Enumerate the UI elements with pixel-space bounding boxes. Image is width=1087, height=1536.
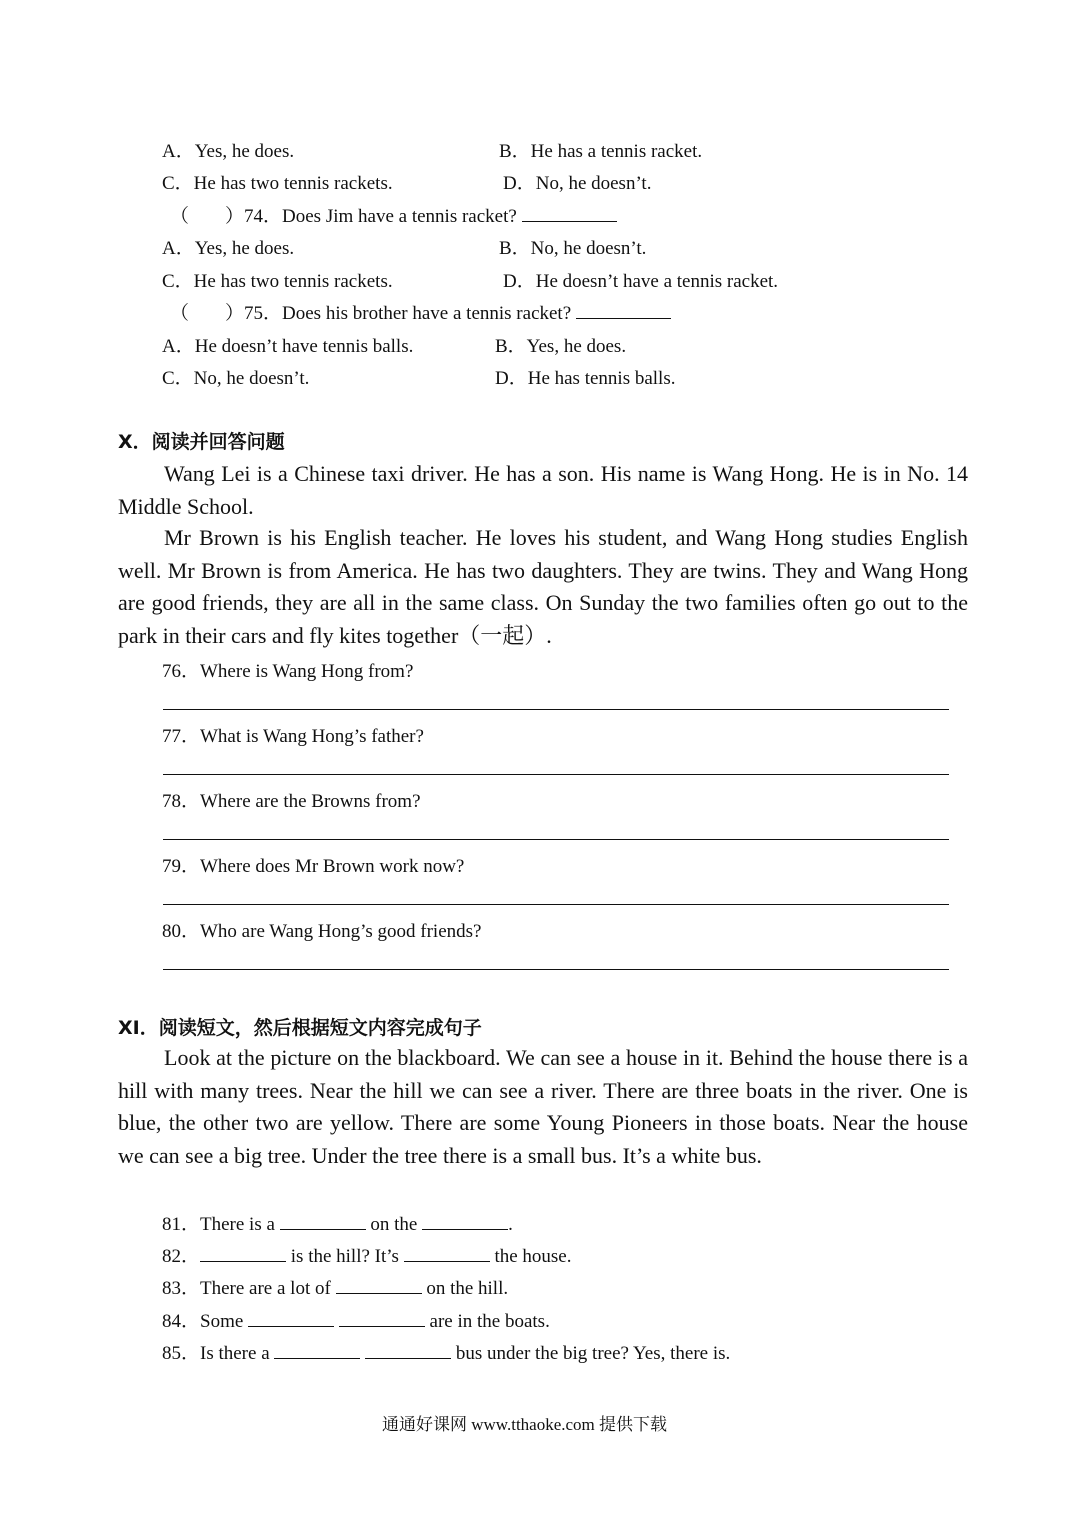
section-10-heading: X．阅读并回答问题 (118, 431, 285, 453)
answer-blank[interactable] (336, 1292, 422, 1294)
q74-option-a: A．Yes, he does. (162, 238, 295, 259)
question-83: 83．There are a lot of on the hill. (162, 1278, 509, 1299)
answer-line-79[interactable] (163, 904, 949, 905)
q74-option-c: C．He has two tennis rackets. (162, 271, 393, 292)
question-85: 85．Is there a bus under the big tree? Yes, there is. (162, 1343, 731, 1364)
answer-blank[interactable] (422, 1228, 508, 1230)
answer-blank[interactable] (522, 220, 617, 222)
q73-option-b: B．He has a tennis racket. (499, 141, 703, 162)
question-84: 84．Some are in the boats. (162, 1311, 550, 1332)
answer-paren-open: （ (170, 206, 190, 227)
q73-option-d: D．No, he doesn’t. (503, 173, 652, 194)
question-80: 80．Who are Wang Hong’s good friends? (162, 921, 482, 942)
q74-option-d: D．He doesn’t have a tennis racket. (503, 271, 779, 292)
answer-blank[interactable] (576, 317, 671, 319)
question-75-text: 75．Does his brother have a tennis racket? (244, 303, 572, 324)
question-75 (170, 298, 671, 325)
question-74-text: 74．Does Jim have a tennis racket? (244, 206, 517, 227)
q74-option-b: B．No, he doesn’t. (499, 238, 647, 259)
answer-line-78[interactable] (163, 839, 949, 840)
q75-option-d: D．He has tennis balls. (495, 368, 676, 389)
section-10-paragraph-2: Mr Brown is his English teacher. He loves his student, and Wang Hong studies English well. Mr Brown is from America. He has two daughters. They are twins. They and Wang Hong are good friends, they are all in the same class. On Sunday the two families often go out to the park in their cars and fly kites together（一起）. (118, 525, 968, 648)
question-76: 76．Where is Wang Hong from? (162, 661, 414, 682)
question-81: 81．There is a on the . (162, 1214, 513, 1235)
answer-blank[interactable] (365, 1357, 451, 1359)
q75-option-a: A．He doesn’t have tennis balls. (162, 336, 414, 357)
answer-blank[interactable] (200, 1260, 286, 1262)
q75-option-c: C．No, he doesn’t. (162, 368, 310, 389)
section-11-heading: XI．阅读短文，然后根据短文内容完成句子 (118, 1017, 482, 1039)
answer-blank[interactable] (339, 1325, 425, 1327)
footer-text: 通通好课网 www.tthaoke.com 提供下载 (382, 1415, 668, 1434)
answer-paren-close: ） (225, 303, 245, 324)
answer-line-77[interactable] (163, 774, 949, 775)
question-82: 82． is the hill? It’s the house. (162, 1246, 572, 1267)
answer-line-80[interactable] (163, 969, 949, 970)
answer-paren-close: ） (225, 206, 245, 227)
q75-option-b: B．Yes, he does. (495, 336, 627, 357)
q73-option-c: C．He has two tennis rackets. (162, 173, 393, 194)
question-78: 78．Where are the Browns from? (162, 791, 421, 812)
answer-paren-open: （ (170, 303, 190, 324)
q73-option-a: A．Yes, he does. (162, 141, 295, 162)
answer-blank[interactable] (280, 1228, 366, 1230)
answer-line-76[interactable] (163, 709, 949, 710)
answer-blank[interactable] (248, 1325, 334, 1327)
question-79: 79．Where does Mr Brown work now? (162, 856, 465, 877)
question-74 (170, 201, 617, 228)
answer-blank[interactable] (404, 1260, 490, 1262)
answer-blank[interactable] (274, 1357, 360, 1359)
section-10-paragraph-1: Wang Lei is a Chinese taxi driver. He has a son. His name is Wang Hong. He is in No. 14 Middle School. (118, 461, 968, 519)
section-11-paragraph: Look at the picture on the blackboard. We can see a house in it. Behind the house there is a hill with many trees. Near the hill we can see a river. There are three boats in the river. One is blue, the other two are yellow. There are some Young Pioneers in those boats. Near the house we can see a big tree. Under the tree there is a small bus. It’s a white bus. (118, 1045, 968, 1168)
question-77: 77．What is Wang Hong’s father? (162, 726, 424, 747)
